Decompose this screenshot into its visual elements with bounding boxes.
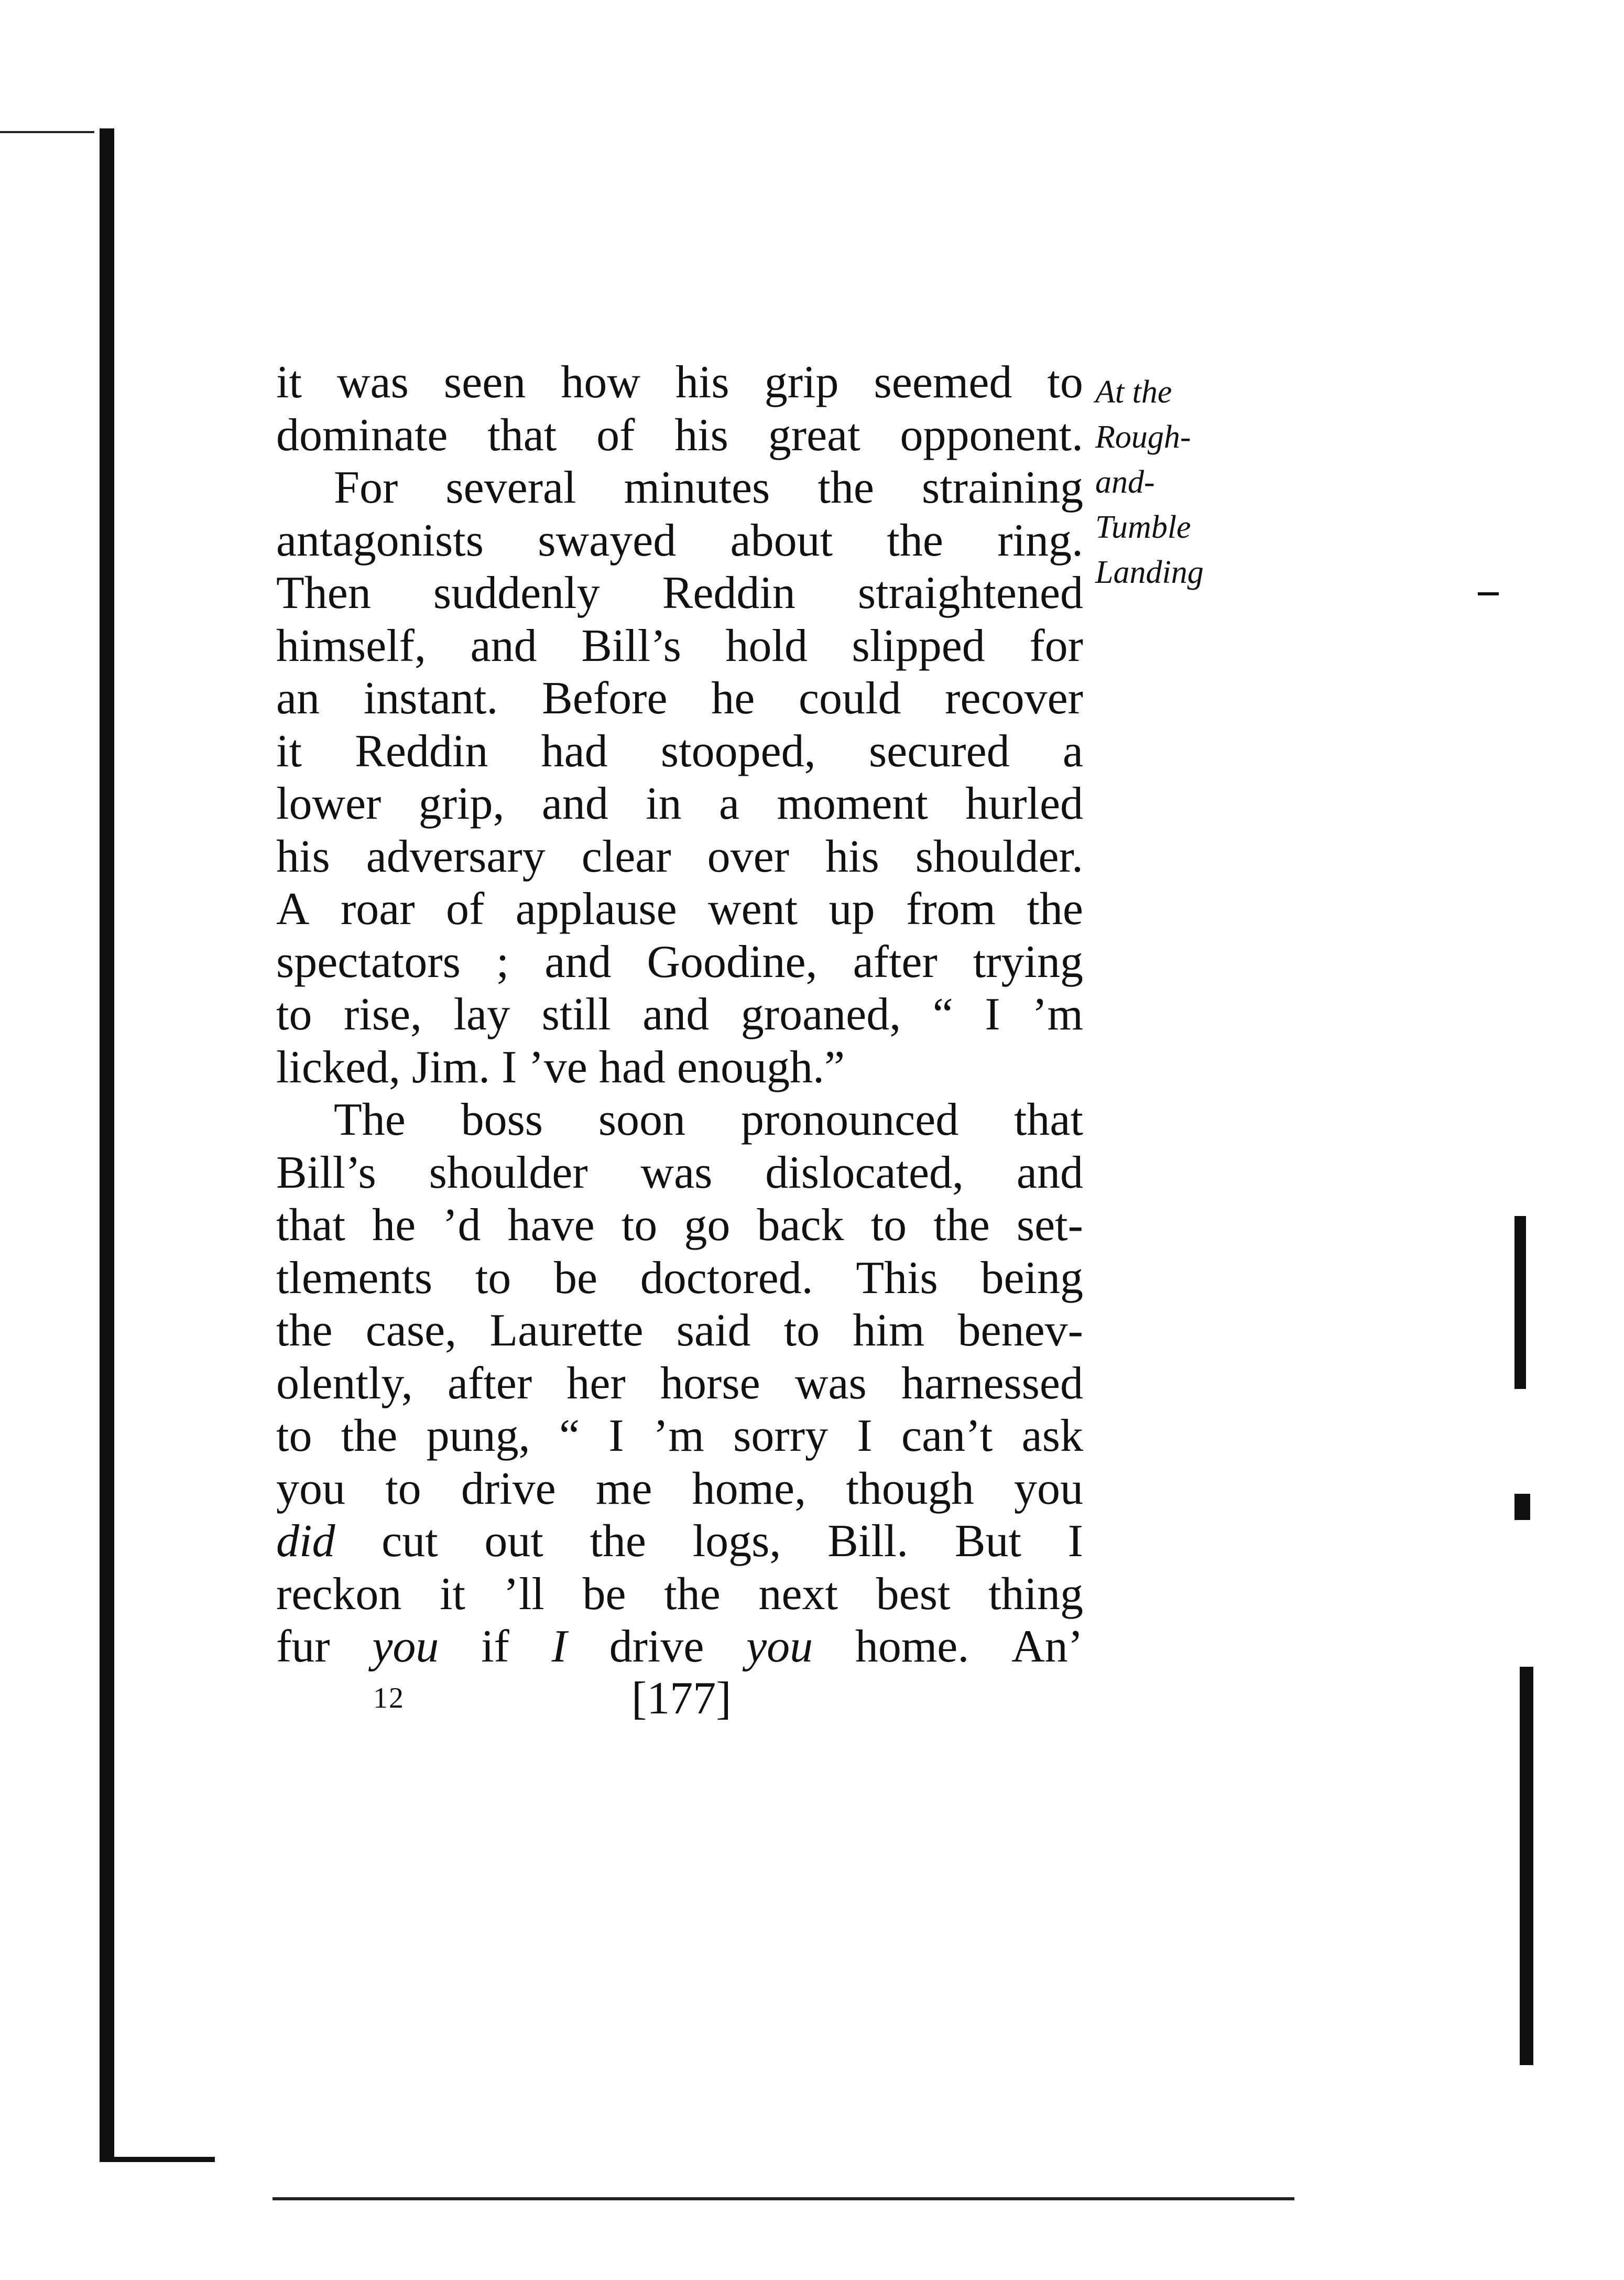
word: But <box>954 1516 1021 1567</box>
text-line <box>276 1515 1083 1568</box>
word: trying <box>973 936 1083 987</box>
word: you <box>276 1463 345 1514</box>
word: A <box>276 884 310 935</box>
word: great <box>768 409 860 461</box>
text-line <box>276 936 1083 989</box>
text-line <box>276 1621 1083 1674</box>
word: that <box>276 1200 345 1251</box>
word: spectators <box>276 936 461 987</box>
word: ’ll <box>503 1568 544 1620</box>
word: you <box>1013 1463 1083 1514</box>
word: was <box>640 1147 713 1198</box>
word: thing <box>988 1568 1083 1620</box>
word: the <box>887 515 943 566</box>
word: tlements <box>276 1252 433 1304</box>
word: his <box>674 409 728 461</box>
word: to <box>621 1200 658 1251</box>
text-line <box>276 831 1083 884</box>
word: rise, <box>343 989 422 1040</box>
text-line <box>276 1358 1083 1410</box>
margin-note-line: At the <box>1095 374 1172 410</box>
word: I <box>551 1621 567 1672</box>
body-text <box>276 356 1083 1674</box>
word: to <box>1047 357 1083 408</box>
word: he <box>711 673 755 724</box>
text-line <box>276 989 1083 1041</box>
margin-note-line: and- <box>1095 464 1155 500</box>
word: and <box>1016 1147 1083 1198</box>
word: still <box>541 989 611 1040</box>
word: sorry <box>733 1410 829 1461</box>
word: and <box>541 778 608 829</box>
word: benev- <box>957 1305 1083 1356</box>
page-number: [177] <box>631 1673 732 1724</box>
word: straining <box>921 462 1083 513</box>
word: ask <box>1021 1410 1083 1461</box>
scan-edge-mark <box>1514 1216 1526 1389</box>
word: This <box>856 1252 938 1304</box>
word: secured <box>868 725 1010 777</box>
word: instant. <box>363 673 498 724</box>
word: have <box>507 1200 595 1251</box>
word: grip, <box>418 778 505 829</box>
word: was <box>794 1358 867 1409</box>
word: seemed <box>874 357 1012 408</box>
binding-shadow-foot <box>100 2157 215 2162</box>
word: to <box>276 1410 312 1461</box>
word: I <box>608 1410 624 1461</box>
word: the <box>341 1410 398 1461</box>
word: reckon <box>276 1568 402 1620</box>
word: for <box>1029 620 1083 671</box>
word: of <box>596 409 635 461</box>
word: drive <box>461 1463 556 1514</box>
text-line <box>276 1568 1083 1621</box>
word: ’m <box>1032 989 1083 1040</box>
word: back <box>757 1200 844 1251</box>
word: next <box>758 1568 838 1620</box>
word: home. <box>855 1621 969 1672</box>
word: to <box>276 989 312 1040</box>
word: to <box>870 1200 907 1251</box>
word: that <box>1013 1094 1083 1145</box>
word: that <box>487 409 557 461</box>
word: the <box>933 1200 990 1251</box>
word: The <box>334 1094 406 1145</box>
word: to <box>385 1463 421 1514</box>
word: shoulder. <box>915 831 1083 882</box>
word: I <box>857 1410 873 1461</box>
word: his <box>276 831 330 882</box>
word: and <box>642 989 710 1040</box>
text-line <box>276 409 1083 462</box>
word: to <box>783 1305 820 1356</box>
word: could <box>798 673 901 724</box>
word: ring. <box>997 515 1083 566</box>
word: slipped <box>852 620 985 671</box>
word: go <box>684 1200 731 1251</box>
word: himself, <box>276 620 426 671</box>
word: I <box>985 989 1000 1040</box>
word: the <box>818 462 874 513</box>
word: logs, <box>692 1516 781 1567</box>
word: horse <box>660 1358 760 1409</box>
scan-edge-mark <box>1514 1494 1530 1520</box>
text-line <box>276 1410 1083 1463</box>
word: grip <box>764 357 839 408</box>
word: the <box>276 1305 333 1356</box>
scan-edge-mark <box>1520 1667 1533 2065</box>
word: minutes <box>624 462 770 513</box>
word: “ <box>932 989 953 1040</box>
word: you <box>746 1621 813 1672</box>
word: ’d <box>442 1200 481 1251</box>
word: ’m <box>653 1410 704 1461</box>
text-line <box>276 778 1083 831</box>
binding-shadow <box>100 128 114 2157</box>
word: drive <box>609 1621 704 1672</box>
word: pung, <box>426 1410 530 1461</box>
word: Laurette <box>489 1305 644 1356</box>
word: of <box>446 884 485 935</box>
text-line <box>276 1199 1083 1252</box>
word: over <box>707 831 790 882</box>
word: “ <box>559 1410 580 1461</box>
word: to <box>475 1252 511 1304</box>
word: applause <box>515 884 677 935</box>
scan-bottom-rule <box>273 2197 1294 2200</box>
word: I <box>1067 1516 1083 1567</box>
text-line <box>276 883 1083 936</box>
word: doctored. <box>640 1252 813 1304</box>
word: shoulder <box>429 1147 588 1198</box>
word: seen <box>443 357 526 408</box>
word: dislocated, <box>765 1147 964 1198</box>
word: had <box>541 725 608 777</box>
word: Reddin <box>662 568 795 618</box>
word: it <box>440 1568 465 1620</box>
text-line <box>276 1305 1083 1358</box>
word: and <box>544 936 612 987</box>
text-line <box>276 1094 1083 1147</box>
word: ; <box>496 936 509 987</box>
word: dominate <box>276 409 448 461</box>
word: up <box>829 884 875 935</box>
word: can’t <box>901 1410 993 1461</box>
word: swayed <box>538 515 677 566</box>
word: groaned, <box>740 989 901 1040</box>
word: hurled <box>965 778 1083 829</box>
text-line: licked, Jim. I ’ve had enough.” <box>276 1041 845 1093</box>
word: a <box>719 778 740 829</box>
word: how <box>561 357 640 408</box>
word: best <box>876 1568 951 1620</box>
word: roar <box>340 884 415 935</box>
word: An’ <box>1011 1621 1083 1672</box>
word: hold <box>725 620 808 671</box>
word: was <box>336 357 409 408</box>
word: his <box>675 357 729 408</box>
text-line <box>276 1252 1083 1305</box>
word: from <box>906 884 996 935</box>
word: lower <box>276 778 382 829</box>
word: moment <box>777 778 928 829</box>
word: you <box>372 1621 439 1672</box>
word: went <box>708 884 798 935</box>
word: an <box>276 673 320 724</box>
word: several <box>445 462 576 513</box>
word: Then <box>276 568 371 618</box>
word: me <box>595 1463 652 1514</box>
word: clear <box>581 831 671 882</box>
word: did <box>276 1516 335 1567</box>
word: said <box>676 1305 751 1356</box>
scan-edge-rule <box>0 131 94 133</box>
text-line <box>276 620 1083 673</box>
word: Before <box>542 673 668 724</box>
word: though <box>846 1463 974 1514</box>
word: For <box>334 462 398 513</box>
margin-note-line: Tumble <box>1095 509 1191 545</box>
text-line <box>276 672 1083 725</box>
word: it <box>276 357 302 408</box>
word: the <box>664 1568 721 1620</box>
word: opponent. <box>900 409 1083 461</box>
word: Bill’s <box>276 1147 376 1198</box>
text-line <box>276 1147 1083 1200</box>
word: his <box>825 831 879 882</box>
word: Reddin <box>355 725 488 777</box>
word: it <box>276 725 302 777</box>
word: boss <box>461 1094 543 1145</box>
word: after <box>853 936 938 987</box>
margin-note <box>1095 370 1204 595</box>
signature-mark: 12 <box>373 1682 405 1714</box>
word: the <box>1027 884 1083 935</box>
word: the <box>590 1516 646 1567</box>
word: in <box>646 778 682 829</box>
word: harnessed <box>901 1358 1083 1409</box>
word: him <box>853 1305 925 1356</box>
word: case, <box>365 1305 457 1356</box>
text-line <box>276 356 1083 409</box>
word: olently, <box>276 1358 413 1409</box>
word: out <box>484 1516 543 1567</box>
word: after <box>447 1358 532 1409</box>
word: home, <box>692 1463 806 1514</box>
word: her <box>566 1358 626 1409</box>
word: antagonists <box>276 515 484 566</box>
word: if <box>481 1621 509 1672</box>
word: adversary <box>366 831 546 882</box>
word: recover <box>945 673 1083 724</box>
word: fur <box>276 1621 330 1672</box>
text-line <box>276 725 1083 778</box>
word: stooped, <box>660 725 816 777</box>
text-line <box>276 567 1083 620</box>
text-line <box>276 1463 1083 1516</box>
word: a <box>1062 725 1083 777</box>
word: he <box>372 1200 416 1251</box>
word: pronounced <box>740 1094 959 1145</box>
word: about <box>730 515 833 566</box>
word: and <box>470 620 537 671</box>
word: Bill. <box>827 1516 909 1567</box>
word: be <box>582 1568 626 1620</box>
text-line <box>276 462 1083 515</box>
word: being <box>980 1252 1083 1304</box>
word: suddenly <box>433 568 600 618</box>
word: be <box>554 1252 598 1304</box>
word: cut <box>382 1516 438 1567</box>
word: lay <box>453 989 510 1040</box>
scan-edge-mark <box>1478 592 1499 595</box>
word: soon <box>598 1094 686 1145</box>
text-line <box>276 515 1083 568</box>
word: Goodine, <box>647 936 818 987</box>
margin-note-line: Landing <box>1095 555 1204 590</box>
word: set- <box>1016 1200 1083 1251</box>
word: Bill’s <box>581 620 681 671</box>
margin-note-line: Rough- <box>1095 419 1191 455</box>
word: straightened <box>857 568 1083 618</box>
